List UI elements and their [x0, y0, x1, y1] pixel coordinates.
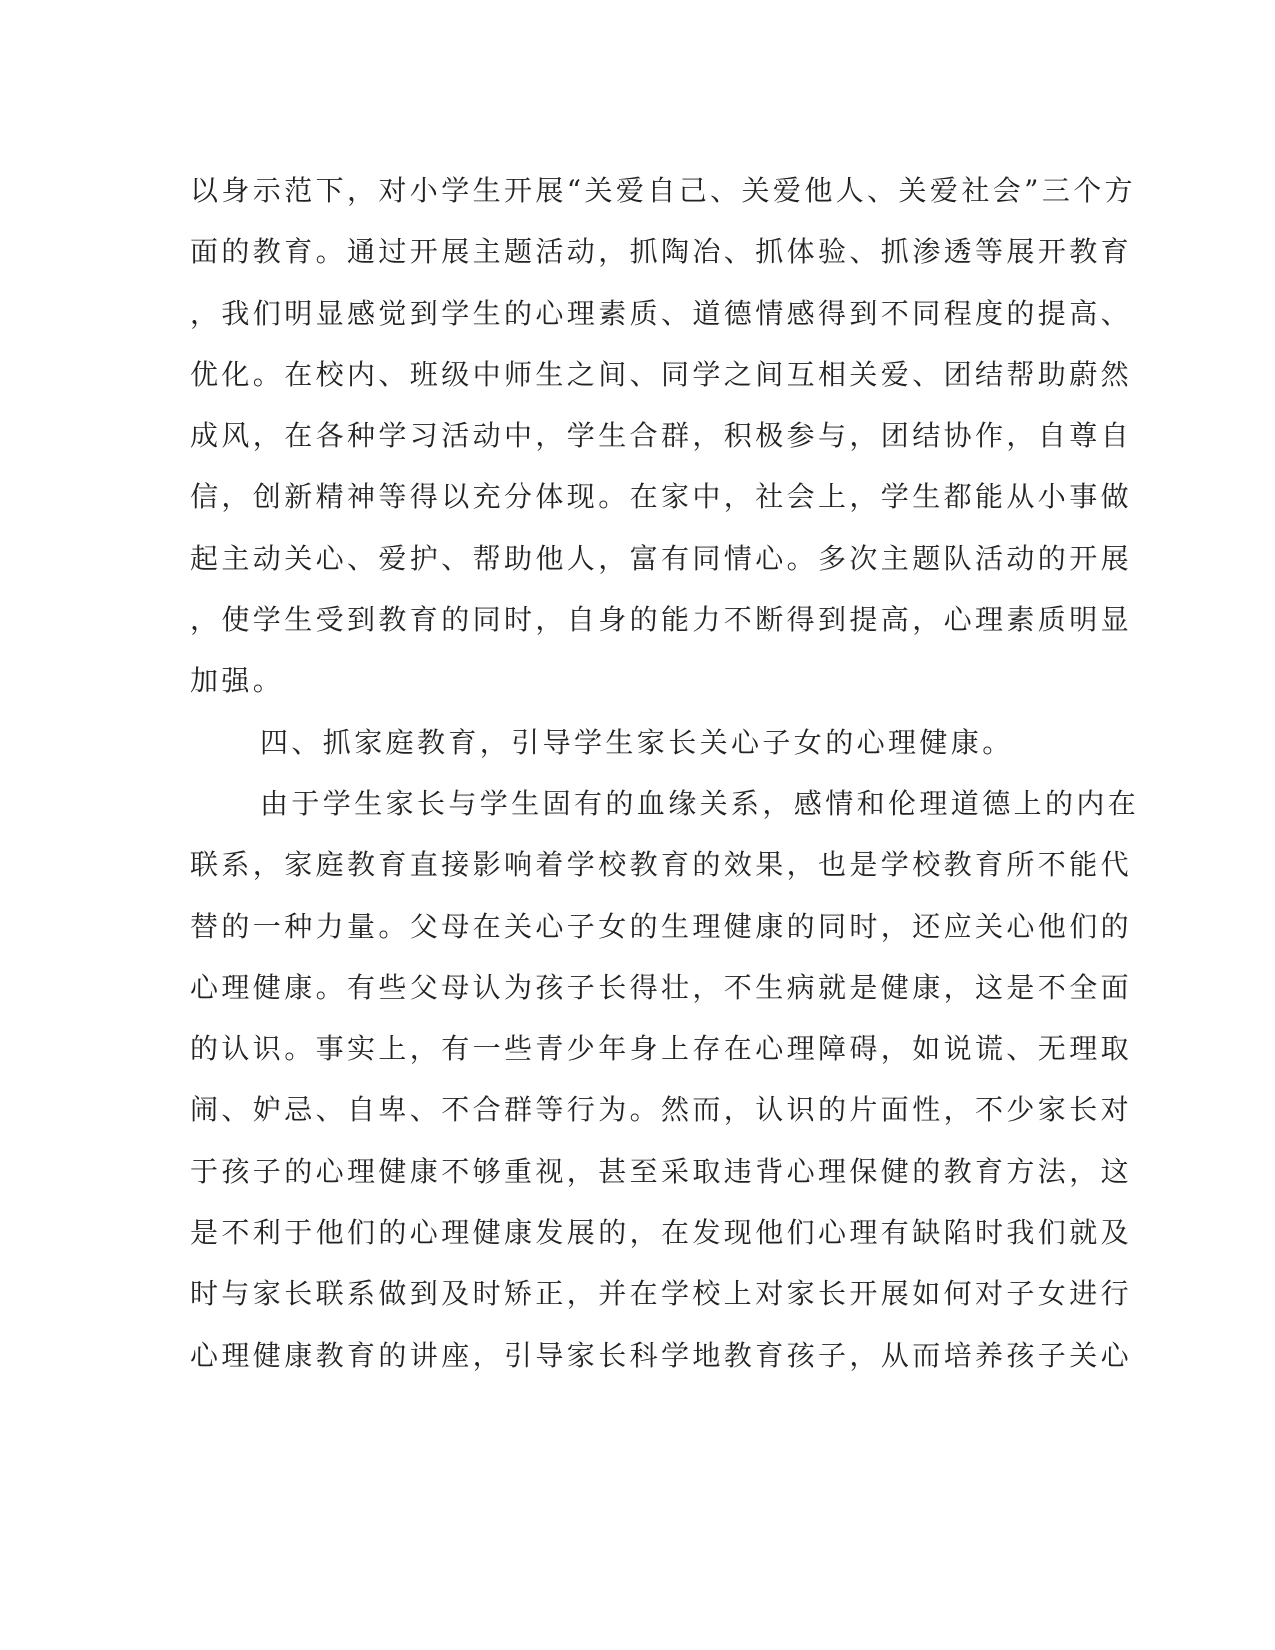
paragraph-start-line: 由于学生家长与学生固有的血缘关系，感情和伦理道德上的内在	[260, 786, 1140, 820]
text-line: 以身示范下，对小学生开展“关爱自己、关爱他人、关爱社会”三个方	[190, 174, 1137, 207]
text-line: 起主动关心、爱护、帮助他人，富有同情心。多次主题队活动的开展	[190, 541, 1133, 575]
text-line: 闹、妒忌、自卑、不合群等行为。然而，认识的片面性，不少家长对	[190, 1093, 1133, 1127]
text-line: 加强。	[190, 664, 285, 698]
text-line: 于孩子的心理健康不够重视，甚至采取违背心理保健的教育方法，这	[190, 1154, 1133, 1188]
text-line: 联系，家庭教育直接影响着学校教育的效果，也是学校教育所不能代	[190, 848, 1133, 882]
text-line: 信，创新精神等得以充分体现。在家中，社会上，学生都能从小事做	[190, 480, 1133, 514]
text-line: 面的教育。通过开展主题活动，抓陶冶、抓体验、抓渗透等展开教育	[190, 235, 1133, 269]
text-line: 时与家长联系做到及时矫正，并在学校上对家长开展如何对子女进行	[190, 1277, 1133, 1311]
text-line: 成风，在各种学习活动中，学生合群，积极参与，团结协作，自尊自	[190, 419, 1133, 453]
text-line: 替的一种力量。父母在关心子女的生理健康的同时，还应关心他们的	[190, 909, 1133, 943]
text-line: 心理健康。有些父母认为孩子长得壮，不生病就是健康，这是不全面	[190, 970, 1133, 1004]
text-line: 是不利于他们的心理健康发展的，在发现他们心理有缺陷时我们就及	[190, 1216, 1133, 1250]
section-heading: 四、抓家庭教育，引导学生家长关心子女的心理健康。	[260, 725, 1014, 759]
text-line: ，我们明显感觉到学生的心理素质、道德情感得到不同程度的提高、	[190, 296, 1133, 330]
text-line: 优化。在校内、班级中师生之间、同学之间互相关爱、团结帮助蔚然	[190, 357, 1133, 391]
text-line: 心理健康教育的讲座，引导家长科学地教育孩子，从而培养孩子关心	[190, 1338, 1133, 1372]
text-line: 的认识。事实上，有一些青少年身上存在心理障碍，如说谎、无理取	[190, 1032, 1133, 1066]
text-line: ，使学生受到教育的同时，自身的能力不断得到提高，心理素质明显	[190, 603, 1133, 637]
document-body	[190, 160, 1140, 1386]
